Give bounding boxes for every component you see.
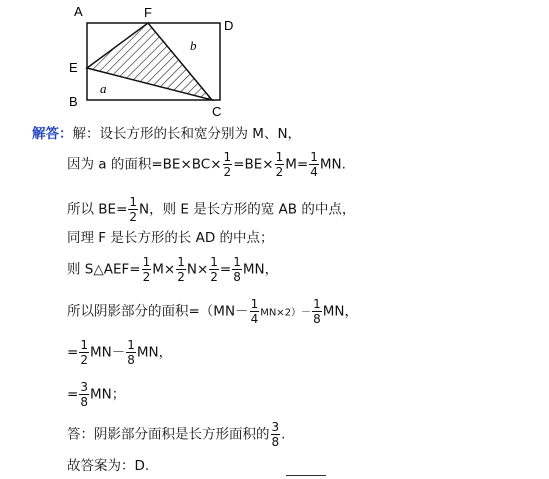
fraction-eighth: $\frac{1}{8}$ <box>313 297 321 326</box>
solution-line-6 <box>67 297 358 326</box>
fraction-half: $\frac{1}{2}$ <box>275 150 284 179</box>
line-text: MN. <box>319 156 346 173</box>
solution-line-3 <box>67 195 355 224</box>
fraction-half: $\frac{1}{2}$ <box>223 150 232 179</box>
line-text: M× <box>152 261 176 278</box>
line-text: 同理 F 是长方形的长 AD 的中点； <box>67 230 274 246</box>
line-text: MN－ <box>89 344 126 361</box>
fraction-three-eighths: $\frac{3}{8}$ <box>80 380 88 409</box>
solution-line-1 <box>32 125 301 143</box>
line-text: 所以阴影部分的面积=（MN－ <box>67 303 249 320</box>
fraction-half: $\frac{1}{2}$ <box>80 338 88 367</box>
solution-line-9 <box>67 420 285 449</box>
fraction-half: $\frac{1}{2}$ <box>210 255 218 284</box>
vertex-label-e: E <box>69 60 78 75</box>
line-text: 所以 BE= <box>67 201 128 218</box>
line-text: MN； <box>89 386 126 403</box>
line-text: M= <box>285 156 309 173</box>
fraction-eighth: $\frac{1}{8}$ <box>233 255 241 284</box>
solution-line-8 <box>67 380 125 409</box>
solution-line-7 <box>67 338 172 367</box>
rectangle-triangle-figure <box>60 0 250 125</box>
line-text: 因为 a 的面积=BE×BC× <box>67 156 222 173</box>
solution-line-4 <box>67 229 274 247</box>
vertex-label-b: B <box>69 94 78 109</box>
line-text: MN， <box>136 344 173 361</box>
line-text: 则 S△AEF= <box>67 261 141 278</box>
line-text: = <box>219 261 232 278</box>
divider <box>286 475 326 476</box>
line-text: N× <box>186 261 209 278</box>
line-text: 解：设长方形的长和宽分别为 M、N， <box>72 126 302 142</box>
fraction-eighth: $\frac{1}{8}$ <box>127 338 135 367</box>
line-text: = <box>67 344 79 361</box>
line-text: MN×2）－ <box>260 307 312 319</box>
vertex-label-f: F <box>144 5 152 20</box>
region-label-a: a <box>100 81 107 96</box>
line-text: 故答案为：D. <box>67 458 150 474</box>
line-text: N，则 E 是长方形的宽 AB 的中点， <box>139 201 356 218</box>
fraction-three-eighths: $\frac{3}{8}$ <box>271 420 280 449</box>
line-text: =BE× <box>233 156 274 173</box>
fraction-quarter: $\frac{1}{4}$ <box>310 150 318 179</box>
line-text: . <box>281 426 286 443</box>
line-text: 答：阴影部分面积是长方形面积的 <box>67 426 270 443</box>
line-text: MN， <box>322 303 358 320</box>
fraction-quarter: $\frac{1}{4}$ <box>250 297 259 326</box>
solution-line-5 <box>67 255 278 284</box>
region-label-b: b <box>190 38 197 53</box>
vertex-label-c: C <box>212 104 222 119</box>
line-text: = <box>67 386 79 403</box>
fraction-half: $\frac{1}{2}$ <box>129 195 138 224</box>
answer-label: 解答： <box>32 126 73 142</box>
fraction-half: $\frac{1}{2}$ <box>142 255 151 284</box>
solution-line-10 <box>67 457 149 475</box>
solution-line-2 <box>67 150 346 179</box>
fraction-half: $\frac{1}{2}$ <box>177 255 185 284</box>
vertex-label-d: D <box>224 18 234 33</box>
vertex-label-a: A <box>74 4 83 19</box>
line-text: MN， <box>242 261 279 278</box>
